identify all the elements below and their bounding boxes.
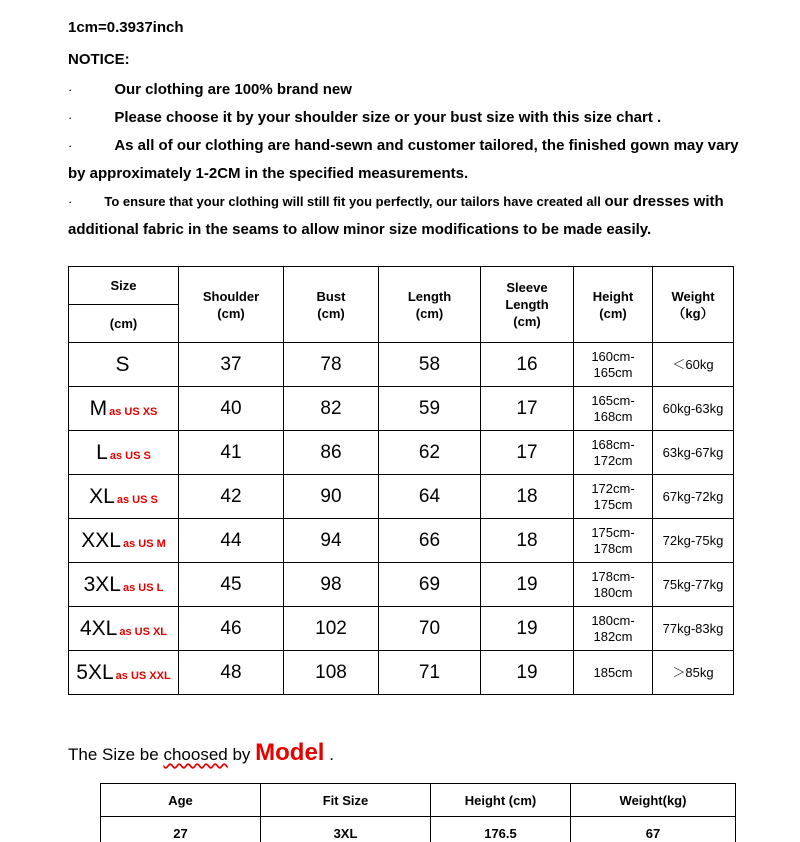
sleeve-value: 18: [481, 475, 574, 519]
model-word: Model: [255, 739, 325, 766]
weight-value: ＞85kg: [653, 651, 734, 695]
size-header-label: Size: [69, 267, 178, 305]
size-cell: [69, 475, 179, 519]
weight-value: ＜60kg: [653, 343, 734, 387]
shoulder-value: 42: [179, 475, 284, 519]
notice-item: [68, 132, 740, 188]
size-cell: [69, 343, 179, 387]
bust-value: 98: [284, 563, 379, 607]
fit-size-value: 3XL: [261, 817, 431, 842]
length-value: 62: [379, 431, 481, 475]
size-cell: [69, 607, 179, 651]
size-label: S: [115, 352, 130, 376]
sleeve-value: 19: [481, 651, 574, 695]
sleeve-value: 16: [481, 343, 574, 387]
table-row: [69, 387, 734, 431]
bullet-icon: ·: [68, 110, 73, 125]
weight-value: 77kg-83kg: [653, 607, 734, 651]
length-value: 59: [379, 387, 481, 431]
shoulder-column-header: Shoulder (cm): [179, 267, 284, 343]
height-value: 172cm-175cm: [574, 475, 653, 519]
size-cell: [69, 651, 179, 695]
notice-text: Our clothing are 100% brand new: [114, 81, 352, 98]
bust-value: 90: [284, 475, 379, 519]
weight-value: 63kg-67kg: [653, 431, 734, 475]
model-line-text: The Size be: [68, 745, 164, 764]
bust-value: 86: [284, 431, 379, 475]
bust-value: 94: [284, 519, 379, 563]
length-value: 64: [379, 475, 481, 519]
table-row: [69, 651, 734, 695]
size-label: 5XL: [76, 660, 114, 684]
weight-value: 67kg-72kg: [653, 475, 734, 519]
height-value: 185cm: [574, 651, 653, 695]
sleeve-value: 17: [481, 387, 574, 431]
shoulder-value: 41: [179, 431, 284, 475]
length-value: 70: [379, 607, 481, 651]
notice-item: [68, 104, 740, 132]
height-value: 165cm-168cm: [574, 387, 653, 431]
bullet-icon: ·: [68, 138, 73, 153]
height-value: 168cm-172cm: [574, 431, 653, 475]
model-line-choosed: choosed: [163, 745, 228, 764]
size-label: 3XL: [83, 572, 121, 596]
shoulder-value: 48: [179, 651, 284, 695]
length-value: 71: [379, 651, 481, 695]
us-size-label: as US XXL: [115, 669, 171, 682]
bust-value: 78: [284, 343, 379, 387]
height-column-header: Height (cm): [574, 267, 653, 343]
bust-value: 108: [284, 651, 379, 695]
header-row: [69, 267, 734, 343]
bust-value: 102: [284, 607, 379, 651]
us-size-label: as US M: [122, 537, 166, 550]
unit-conversion-note: 1cm=0.3937inch: [68, 19, 184, 36]
table-row: [69, 431, 734, 475]
sleeve-length-column-header: Sleeve Length (cm): [481, 267, 574, 343]
height-value: 175cm-178cm: [574, 519, 653, 563]
size-column-header: [69, 267, 179, 343]
model-line-text: by: [227, 745, 256, 764]
sleeve-value: 18: [481, 519, 574, 563]
age-value: 27: [101, 817, 261, 842]
table-row: [69, 343, 734, 387]
header-row: [101, 784, 736, 817]
shoulder-value: 37: [179, 343, 284, 387]
size-label: L: [96, 440, 108, 464]
bullet-icon: ·: [68, 82, 73, 97]
size-label: 4XL: [79, 616, 118, 640]
notice-item: [68, 188, 740, 244]
notice-text: our dresses with additional fabric in the seams to allow minor size modifications to be made easily.: [68, 193, 724, 238]
height-value: 160cm-165cm: [574, 343, 653, 387]
size-cell: [69, 431, 179, 475]
shoulder-value: 45: [179, 563, 284, 607]
size-label: XXL: [81, 528, 121, 552]
size-cell: [69, 563, 179, 607]
height-value: 180cm-182cm: [574, 607, 653, 651]
sleeve-value: 19: [481, 607, 574, 651]
length-value: 66: [379, 519, 481, 563]
fit-size-column-header: Fit Size: [261, 784, 431, 817]
table-row: [101, 817, 736, 842]
notice-text: Please choose it by your shoulder size or your bust size with this size chart .: [114, 109, 662, 126]
model-size-line: [68, 739, 740, 767]
weight-value: 67: [571, 817, 736, 842]
length-value: 58: [379, 343, 481, 387]
size-chart-table: [68, 266, 734, 695]
table-row: [69, 563, 734, 607]
bust-value: 82: [284, 387, 379, 431]
size-header-unit: (cm): [109, 316, 138, 331]
size-label: XL: [89, 484, 115, 508]
model-info-table: [100, 783, 736, 842]
weight-value: 60kg-63kg: [653, 387, 734, 431]
weight-value: 75kg-77kg: [653, 563, 734, 607]
length-column-header: Length (cm): [379, 267, 481, 343]
size-cell: [69, 519, 179, 563]
bust-column-header: Bust (cm): [284, 267, 379, 343]
height-column-header: Height (cm): [431, 784, 571, 817]
us-size-label: as US S: [116, 493, 158, 506]
weight-column-header: Weight （kg）: [653, 267, 734, 343]
us-size-label: as US S: [109, 449, 151, 462]
notice-heading: NOTICE:: [68, 51, 130, 68]
us-size-label: as US L: [123, 581, 164, 594]
bullet-icon: ·: [68, 194, 73, 209]
shoulder-value: 40: [179, 387, 284, 431]
height-value: 176.5: [431, 817, 571, 842]
sleeve-value: 19: [481, 563, 574, 607]
model-line-text: .: [324, 745, 334, 764]
us-size-label: as US XL: [119, 625, 168, 638]
weight-column-header: Weight(kg): [571, 784, 736, 817]
notice-item: [68, 76, 740, 104]
weight-value: 72kg-75kg: [653, 519, 734, 563]
notice-text: To ensure that your clothing will still fit you perfectly, our tailors have created all: [104, 194, 605, 209]
size-cell: [69, 387, 179, 431]
shoulder-value: 46: [179, 607, 284, 651]
size-label: M: [89, 396, 108, 420]
table-row: [69, 519, 734, 563]
shoulder-value: 44: [179, 519, 284, 563]
height-value: 178cm-180cm: [574, 563, 653, 607]
sleeve-value: 17: [481, 431, 574, 475]
table-row: [69, 607, 734, 651]
notice-text: As all of our clothing are hand-sewn and customer tailored, the finished gown may vary by approximately 1-2CM in the specified measurements.: [68, 137, 739, 182]
length-value: 69: [379, 563, 481, 607]
table-row: [69, 475, 734, 519]
age-column-header: Age: [101, 784, 261, 817]
us-size-label: as US XS: [109, 405, 158, 418]
